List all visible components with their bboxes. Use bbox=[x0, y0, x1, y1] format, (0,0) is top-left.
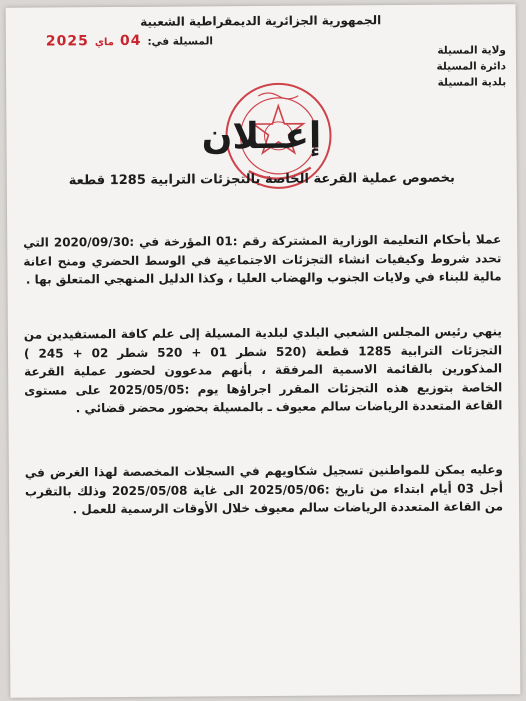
date-year: 2025 bbox=[45, 33, 89, 50]
admin-wilaya: ولاية المسيلة bbox=[437, 44, 506, 57]
date-day: 04 bbox=[119, 32, 142, 49]
admin-commune: بلدية المسيلة bbox=[437, 76, 507, 89]
paragraph-draw-info: ينهي رئيس المجلس الشعبي البلدي لبلدية المسيلة إلى علم كافة المستفيدين من التجزئات الترابية 1285 قطعة (520 شطر 01 + 520 شطر 02 + 245 ) المذكورين بالقائمة الاسمية المرفقة ، بأنهم مدعوون لحضور عملية القرعة الخاصة بتوزيع هذه التجزئات المقرر اجراؤها يوم :2025/05/05 على مستوى القاعة المتعددة الرياضات سالم معيوف ـ بالمسيلة بحضور محضر قضائي . bbox=[23, 324, 503, 416]
admin-daira: دائرة المسيلة bbox=[436, 60, 507, 73]
date-month: ماي bbox=[94, 37, 114, 49]
document-page bbox=[6, 4, 521, 698]
city-label: المسيلة في: bbox=[147, 35, 214, 48]
paragraph-complaints: وعليه يمكن للمواطنين تسجيل شكاويهم في السجلات المخصصة لهذا الغرض في أجل 03 أيام ابتداء من تاريخ :2025/05/06 الى غاية 2025/05/08 وذلك بالتقرب من القاعة المتعددة الرياضات سالم معيوف خلال الأوقات الرسمية للعمل . bbox=[24, 462, 504, 517]
republic-header: الجمهورية الجزائرية الديمقراطية الشعبية bbox=[140, 13, 382, 29]
announcement-title: إعــلان bbox=[201, 115, 322, 158]
announcement-subtitle: بخصوص عملية القرعة الخاصة بالتجزئات الترابية 1285 قطعة bbox=[68, 170, 455, 189]
date-line bbox=[46, 32, 213, 49]
paragraph-reference: عملا بأحكام التعليمة الوزارية المشتركة رقم :01 المؤرخة في :2020/09/30 التي تحدد شروط وكيفيات انشاء التجزئات الاجتماعية في الوسط الحضري ومنح اعانة مالية للبناء في ولايات الجنوب والهضاب العليا ، وكذا الدليل المنهجي المتعلق بها . bbox=[23, 232, 502, 287]
admin-block bbox=[436, 42, 506, 90]
